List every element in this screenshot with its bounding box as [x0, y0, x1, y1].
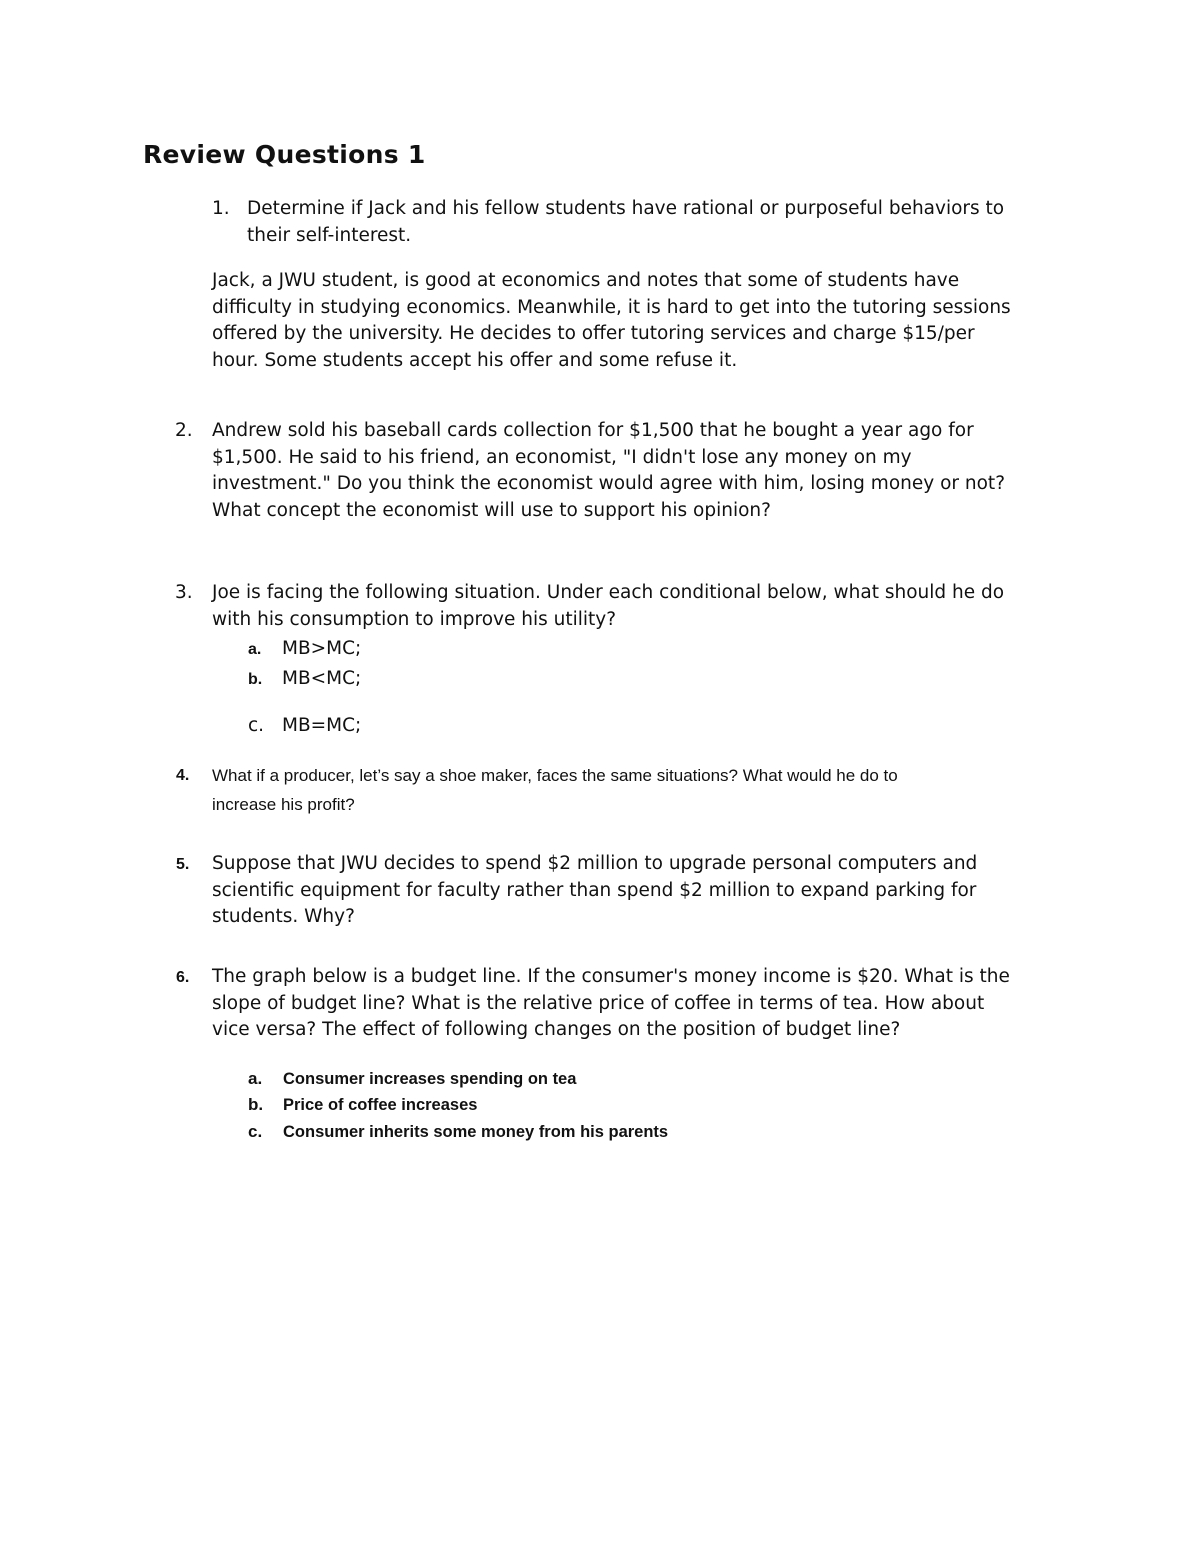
sub-item-text: MB<MC; [282, 668, 362, 689]
sub-item-text: Price of coffee increases [283, 1096, 478, 1114]
sub-item-label: a. [248, 1069, 263, 1088]
question-number: 2. [175, 420, 193, 441]
question-text-line: vice versa? The effect of following changes on the position of budget line? [212, 1019, 901, 1040]
context-line: hour. Some students accept his offer and some refuse it. [212, 349, 738, 371]
sub-item-label: a. [248, 641, 262, 658]
sub-item-text: Consumer increases spending on tea [283, 1070, 577, 1088]
page-title: Review Questions 1 [143, 140, 426, 169]
question-number: 3. [175, 582, 193, 603]
question-text-line: The graph below is a budget line. If the consumer's money income is $20. What is the [212, 966, 1010, 987]
question-number: 6. [176, 969, 190, 986]
question-text-line: their self-interest. [247, 224, 412, 246]
sub-item-label: c. [248, 1122, 263, 1141]
question-number: 1. [212, 198, 230, 219]
question-text-line: Joe is facing the following situation. Under each conditional below, what should he do [212, 582, 1005, 603]
sub-item-text: MB=MC; [282, 715, 362, 736]
context-line: Jack, a JWU student, is good at economics and notes that some of students have [212, 270, 960, 291]
question-4 [0, 761, 1200, 821]
question-2 [0, 418, 1200, 528]
sub-item-label: b. [248, 671, 263, 688]
question-1-context [212, 268, 1112, 378]
question-text-line: What concept the economist will use to support his opinion? [212, 499, 771, 521]
sub-item [248, 666, 262, 693]
sub-item: c. [248, 715, 265, 736]
question-5 [0, 851, 1200, 936]
question-text-line: slope of budget line? What is the relative price of coffee in terms of tea. How about [212, 992, 985, 1014]
question-text-line: scientific equipment for faculty rather than spend $2 million to expand parking for [212, 879, 977, 901]
sub-item-label: b. [248, 1095, 264, 1114]
question-1 [0, 196, 1200, 256]
sub-item-text: Consumer inherits some money from his parents [283, 1123, 669, 1141]
question-text-line: Andrew sold his baseball cards collection for $1,500 that he bought a year ago for [212, 420, 974, 441]
context-line: offered by the university. He decides to offer tutoring services and charge $15/per [212, 323, 975, 344]
question-text-line: $1,500. He said to his friend, an economist, "I didn't lose any money on my [212, 446, 912, 468]
sub-item [248, 636, 261, 663]
question-text-line: Suppose that JWU decides to spend $2 million to upgrade personal computers and [212, 853, 978, 874]
sub-item-text: MB>MC; [282, 638, 362, 659]
question-6 [0, 964, 1200, 1049]
question-text-line: increase his profit? [212, 795, 355, 814]
question-number: 4. [176, 767, 190, 784]
question-text-line: investment." Do you think the economist would agree with him, losing money or not? [212, 473, 1006, 494]
question-number: 5. [176, 856, 190, 873]
question-text-line: Determine if Jack and his fellow students have rational or purposeful behaviors to [247, 198, 1005, 219]
question-text-line: students. Why? [212, 906, 355, 927]
question-text-line: What if a producer, let’s say a shoe maker, faces the same situations? What would he do to [212, 766, 898, 785]
context-line: difficulty in studying economics. Meanwhile, it is hard to get into the tutoring sessions [212, 296, 1011, 318]
question-3 [0, 580, 1200, 640]
question-text-line: with his consumption to improve his utility? [212, 608, 617, 630]
